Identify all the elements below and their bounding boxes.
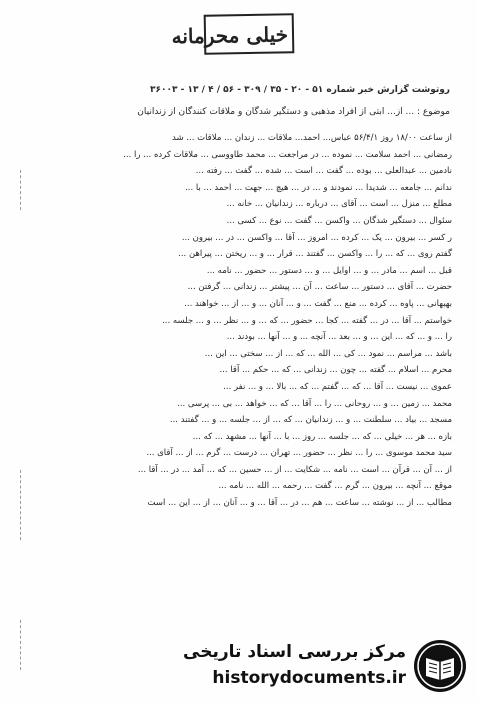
- body-line: محمد ... زمین ... و ... روحانی ... را ... آقا ... که ... خواهد ... بی ... پرسی ...: [177, 398, 452, 409]
- body-line: مطلع ... منزل ... است ... آقای ... درباره ... زندانیان ... خانه ...: [226, 199, 452, 210]
- body-line: ر کسر ... بیرون ... یک ... کرده ... امروز ... آقا ... واکسن ... در ... بیرون ...: [181, 232, 452, 243]
- body-line: خواستم ... آقا ... در ... گفته ... کجا ... حضور ... که ... و ... نظر ... و ... جلسه ...: [162, 315, 452, 326]
- body-line: محرم ... اسلام ... گفته ... چون ... زندانی ... که ... حکم ... آقا ...: [219, 365, 452, 376]
- subject-line: موضوع : ... از... ابتی از افراد مذهبی و دستگیر شدگان و ملاقات کنندگان از زندانیان: [137, 107, 450, 117]
- classification-stamp: [171, 13, 295, 55]
- body-line: قبل ... اسم ... مادر ... و ... اوایل ... و ... دستور ... حضور ... نامه ...: [206, 265, 452, 276]
- body-line: سئوال ... دستگیر شدگان ... واکسن ... گفت ... نوع ... کسی ...: [226, 215, 452, 226]
- archive-watermark: [180, 634, 472, 698]
- body-line: از ... آن ... قرآن ... است ... نامه ... شکایت ... از ... حسین ... که ... آمد ... در ... آقا ...: [137, 464, 452, 475]
- body-line: گفتم روی ... که ... را ... واکسن ... گفتند ... قرار ... و ... ریختن ... پیراهن ...: [178, 249, 452, 260]
- book-logo-icon: [412, 638, 468, 694]
- report-body: [30, 130, 452, 512]
- watermark-url: historydocuments.ir: [212, 668, 406, 688]
- body-line: رمضانی ... احمد سلامت ... نموده ... در مراجعت ... محمد طاووسی ... ملاقات کرده ... را ...: [123, 149, 452, 160]
- reference-line: روتوشت گزارش خبر شماره ۵۱ - ۲۰ - ۳۵ / ۳۰۹ - ۵۶ / ۴ / ۱۳ - ۳۶۰۰۳: [150, 85, 450, 95]
- body-line: حضرت ... آقای ... دستور ... ساعت ... آن ... پیشتر ... زندانی ... گرفتن ...: [187, 282, 452, 293]
- body-line: مسجد ... بیاد ... سلطنت ... و ... زندانیان ... که ... از ... جلسه ... و ... گفتند ...: [169, 415, 452, 426]
- margin-mark: [20, 170, 29, 210]
- body-line: موقع ... آنچه ... بیرون ... گرم ... گفت ... رحمه ... الله ... نامه ...: [218, 481, 452, 492]
- margin-mark: [20, 470, 29, 540]
- body-line: از ساعت ۱۸/۰۰ روز ۵۶/۴/۱ عباس... احمد... ملاقات ... زندان ... ملاقات ... شد: [172, 133, 452, 143]
- body-line: بهبهانی ... پاوه ... کرده ... منع ... گفت ... و ... آنان ... و ... از ... خواهند ...: [184, 298, 452, 309]
- watermark-title: مرکز بررسی اسناد تاریخی: [183, 642, 406, 662]
- stamp-text: خیلی محرمانه: [171, 22, 289, 49]
- body-line: عموی ... نیست ... آقا ... که ... گفتم ... که ... بالا ... و ... نفر ...: [223, 381, 452, 392]
- body-line: سید محمد موسوی ... را ... نظر ... حضور ... تهران ... درست ... گرم ... از ... آقای ...: [146, 448, 452, 459]
- body-line: بازه ... هر ... خیلی ... که ... جلسه ... روز ... با ... آنها ... مشهد ... که ...: [192, 431, 452, 442]
- body-line: ندانم ... جامعه ... شدیدا ... نمودند و ... در ... هیچ ... جهت ... احمد ... با ...: [185, 182, 452, 193]
- body-line: مطالب ... از ... نوشته ... ساعت ... هم ... در ... آقا ... و ... آنان ... از ... این ... است: [147, 498, 452, 509]
- body-line: باشد ... مراسم ... نمود ... کی ... الله ... که ... از ... سختی ... این ...: [204, 348, 452, 359]
- body-line: نادمین ... عبدالعلی ... بوده ... گفت ... است ... شده ... گفت ... رفته ...: [195, 166, 452, 177]
- margin-mark: [20, 620, 29, 670]
- body-line: را ... و ... که ... این ... و ... بعد ... آنچه ... و ... آنها ... بودند ...: [226, 332, 452, 343]
